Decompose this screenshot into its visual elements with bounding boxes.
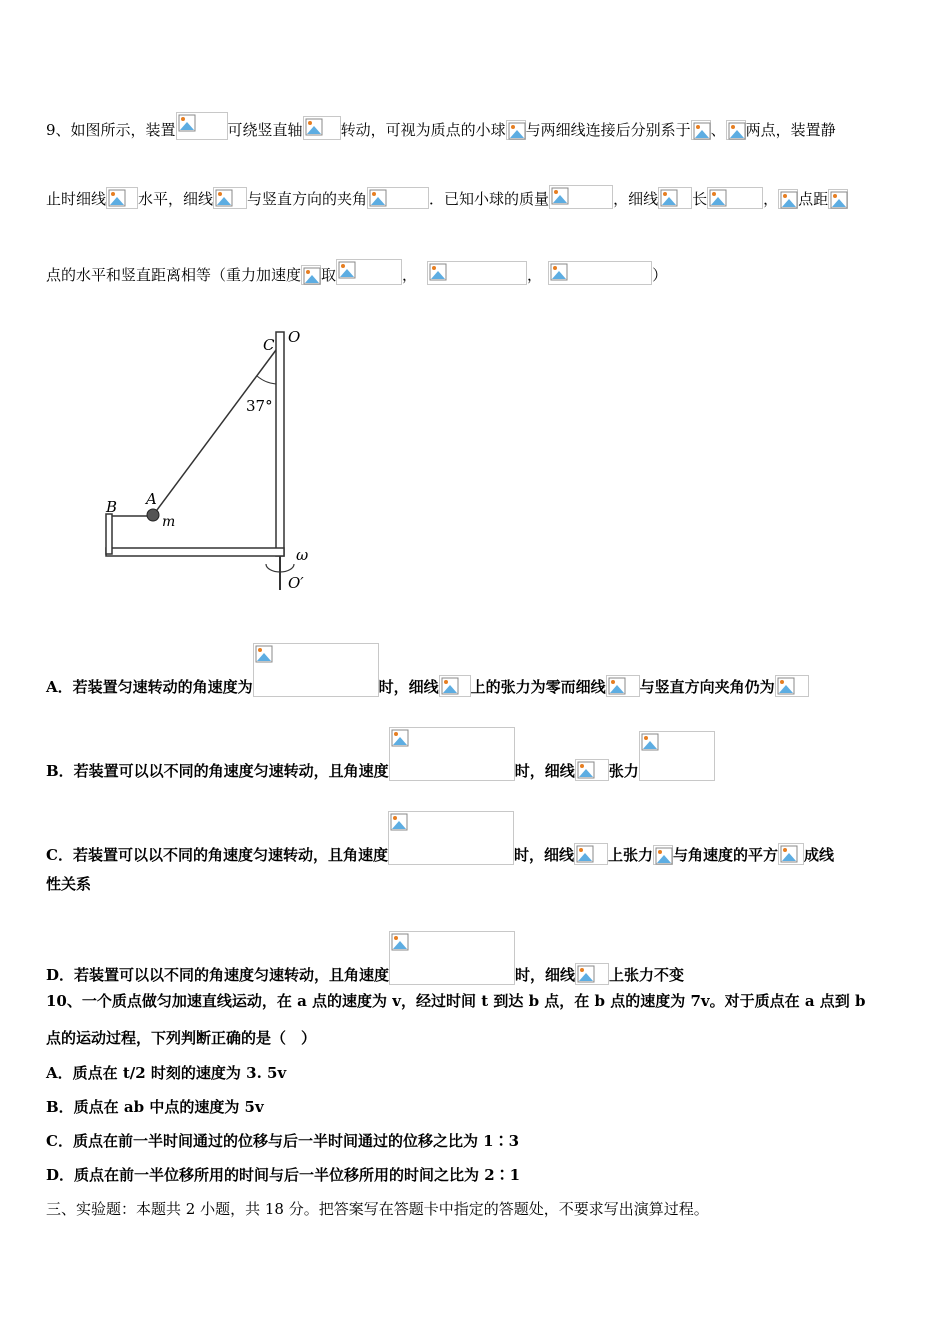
formula-image-icon (778, 843, 804, 865)
line-AC (154, 350, 276, 514)
label-O: O (288, 328, 301, 346)
formula-image-icon (775, 675, 809, 697)
option-d: D．若装置可以以不同的角速度匀速转动，且角速度 时，细线 上张力不变 (46, 931, 684, 985)
label-omega: ω (296, 546, 309, 564)
formula-image-icon (575, 759, 609, 781)
option-b: B．若装置可以以不同的角速度匀速转动，且角速度 时，细线 张力 (46, 727, 715, 781)
formula-image-icon (427, 261, 527, 285)
formula-image-icon (574, 843, 608, 865)
rotating-device-figure (100, 326, 320, 594)
formula-image-icon (575, 963, 609, 985)
formula-image-icon (606, 675, 640, 697)
angle-arc (257, 376, 276, 384)
q10-stem-2: 点的运动过程，下列判断正确的是（ ） (46, 1029, 317, 1047)
q9-line-2: 止时细线 水平，细线 与竖直方向的夹角 ．已知小球的质量 ，细线 长 ， 点距 (46, 185, 848, 209)
formula-image-icon (253, 643, 379, 697)
label-angle: 37° (246, 397, 273, 415)
q10-option-a: A．质点在 t/2 时刻的速度为 3. 5v (46, 1064, 287, 1082)
formula-image-icon (176, 112, 228, 140)
formula-image-icon (828, 189, 848, 209)
formula-image-icon (336, 259, 402, 285)
formula-image-icon (691, 120, 711, 140)
q10-option-b: B．质点在 ab 中点的速度为 5v (46, 1098, 264, 1116)
option-a: A．若装置匀速转动的角速度为 时，细线 上的张力为零而细线 与竖直方向夹角仍为 (46, 643, 809, 697)
q9-line-3: 点的水平和竖直距离相等（重力加速度 取 ， ， ） (46, 259, 667, 285)
formula-image-icon (303, 116, 341, 140)
q9-line-1: 9、如图所示，装置 可绕竖直轴 转动，可视为质点的小球 与两细线连接后分别系于 、 两点，装置静 (46, 112, 836, 140)
label-O-prime: O′ (288, 574, 304, 592)
formula-image-icon (389, 727, 515, 781)
formula-image-icon (653, 845, 673, 865)
formula-image-icon (388, 811, 514, 865)
q10-stem-1: 10、一个质点做匀加速直线运动，在 a 点的速度为 v，经过时间 t 到达 b 点，在 b 点的速度为 7v。对于质点在 a 点到 b (46, 992, 866, 1010)
q10-option-c: C．质点在前一半时间通过的位移与后一半时间通过的位移之比为 1∶3 (46, 1132, 520, 1150)
short-post (106, 514, 112, 554)
label-C: C (263, 336, 275, 354)
formula-image-icon (367, 187, 429, 209)
label-m: m (162, 514, 176, 530)
formula-image-icon (301, 265, 321, 285)
section-3-heading: 三、实验题：本题共 2 小题，共 18 分。把答案写在答题卡中指定的答题处，不要求写出演算过程。 (46, 1200, 709, 1218)
formula-image-icon (778, 189, 798, 209)
label-B: B (106, 498, 118, 516)
formula-image-icon (389, 931, 515, 985)
formula-image-icon (548, 261, 652, 285)
formula-image-icon (439, 675, 471, 697)
ball-m (147, 509, 159, 521)
formula-image-icon (106, 187, 138, 209)
formula-image-icon (726, 120, 746, 140)
formula-image-icon (707, 187, 763, 209)
formula-image-icon (639, 731, 715, 781)
formula-image-icon (549, 185, 613, 209)
option-c: C．若装置可以以不同的角速度匀速转动，且角速度 时，细线 上张力 与角速度的平方 成线 (46, 811, 834, 865)
vertical-rod (276, 332, 284, 556)
formula-image-icon (506, 120, 526, 140)
q10-option-d: D．质点在前一半位移所用的时间与后一半位移所用的时间之比为 2∶1 (46, 1166, 521, 1184)
label-A: A (146, 490, 157, 508)
option-c-cont: 性关系 (46, 875, 92, 893)
formula-image-icon (213, 187, 247, 209)
formula-image-icon (658, 187, 692, 209)
horizontal-rod (106, 548, 284, 556)
